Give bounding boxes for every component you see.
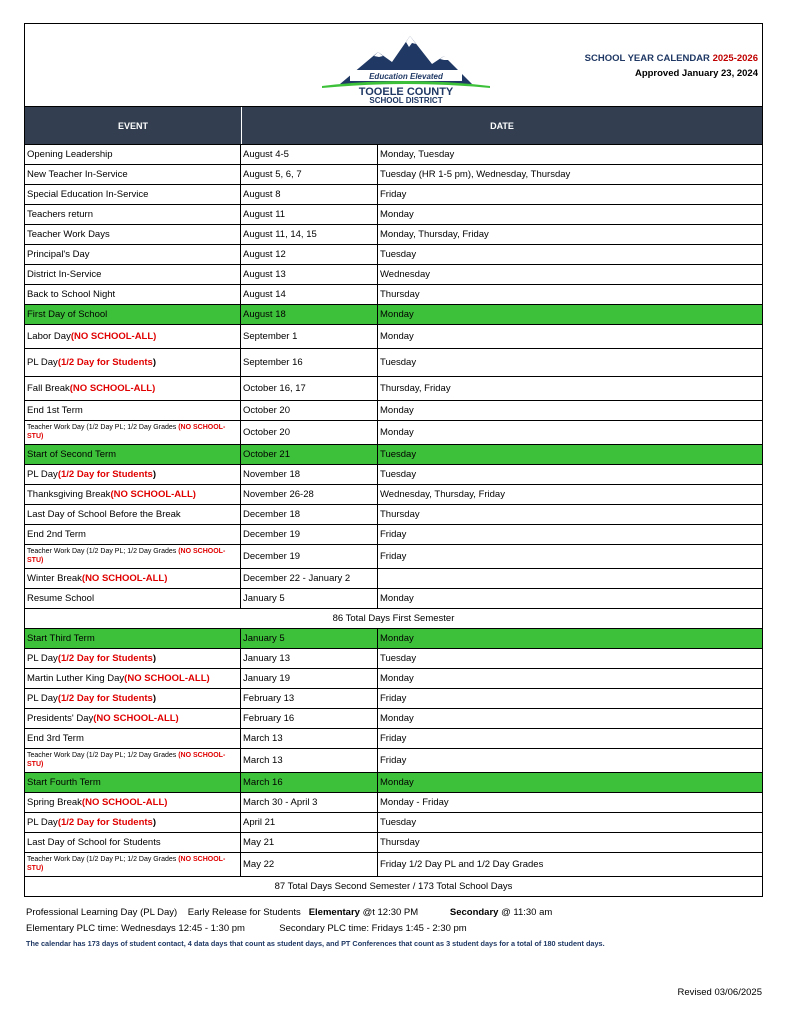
- table-row: [25, 649, 762, 669]
- event-text: Teacher Work Days: [27, 229, 110, 240]
- table-row: [25, 305, 762, 325]
- table-row: [25, 569, 762, 589]
- event-cell: [25, 629, 241, 648]
- event-note: (NO SCHOOL-ALL): [110, 489, 196, 500]
- day-cell: Monday: [380, 427, 414, 438]
- column-header-event: EVENT: [25, 107, 242, 144]
- date-cell: January 13: [241, 649, 378, 668]
- table-row: [25, 485, 762, 505]
- event-text: Thanksgiving Break: [27, 489, 111, 500]
- day-cell: Tuesday: [380, 469, 417, 480]
- date-cell: December 18: [241, 505, 378, 524]
- event-text: PL Day: [27, 357, 58, 368]
- date-cell: March 13: [241, 729, 378, 748]
- event-tail: ): [152, 469, 157, 480]
- date-cell: August 11, 14, 15: [241, 225, 378, 244]
- date-cell: December 19: [241, 525, 378, 544]
- table-row: [25, 445, 762, 465]
- event-cell: [25, 749, 241, 772]
- day-cell: Friday: [380, 755, 407, 766]
- date-cell: August 11: [241, 205, 378, 224]
- calendar-sheet: [24, 23, 763, 897]
- table-row: [25, 265, 762, 285]
- event-text: Spring Break: [27, 797, 82, 808]
- table-row: [25, 629, 762, 649]
- date-cell: September 1: [241, 325, 378, 348]
- event-text: Opening Leadership: [27, 149, 113, 160]
- event-text: Winter Break: [27, 573, 82, 584]
- table-row: [25, 377, 762, 401]
- day-cell: Thursday: [380, 289, 420, 300]
- event-cell: [25, 285, 241, 304]
- table-row: [25, 401, 762, 421]
- table-row: [25, 773, 762, 793]
- date-cell: April 21: [241, 813, 378, 832]
- date-cell: February 16: [241, 709, 378, 728]
- date-cell: August 14: [241, 285, 378, 304]
- day-cell: Monday: [380, 309, 414, 320]
- calendar-year: 2025-2026: [712, 53, 758, 64]
- table-row: [25, 729, 762, 749]
- table-row: [25, 225, 762, 245]
- date-cell: October 20: [241, 421, 378, 444]
- event-tail: ): [152, 653, 157, 664]
- date-cell: November 18: [241, 465, 378, 484]
- event-text: Martin Luther King Day: [27, 673, 125, 684]
- calendar-rows-first-semester: [25, 145, 762, 609]
- day-cell: Monday: [380, 777, 414, 788]
- event-cell: [25, 649, 241, 668]
- event-note: (1/2 Day for Students: [57, 653, 153, 664]
- event-cell: [25, 689, 241, 708]
- revised-date: Revised 03/06/2025: [677, 987, 762, 998]
- day-cell: Friday: [380, 529, 407, 540]
- fine-print: The calendar has 173 days of student contact, 4 data days that count as student days, and PT Conferences that count as 3 student days for a total of 180 student days.: [26, 939, 605, 948]
- event-cell: [25, 225, 241, 244]
- event-note: (1/2 Day for Students: [57, 693, 153, 704]
- event-cell: [25, 325, 241, 348]
- day-cell: Friday: [380, 189, 407, 200]
- event-text: Last Day of School Before the Break: [27, 509, 181, 520]
- event-text: PL Day: [27, 817, 58, 828]
- date-cell: October 21: [241, 445, 378, 464]
- table-row: [25, 833, 762, 853]
- date-cell: August 8: [241, 185, 378, 204]
- event-text: PL Day: [27, 693, 58, 704]
- event-cell: [25, 245, 241, 264]
- day-cell: Thursday, Friday: [380, 383, 451, 394]
- date-cell: November 26-28: [241, 485, 378, 504]
- secondary-time: @ 11:30 am: [501, 907, 553, 918]
- date-cell: December 22 - January 2: [241, 569, 378, 588]
- table-row: [25, 669, 762, 689]
- event-note: (1/2 Day for Students: [57, 817, 153, 828]
- event-note: (NO SCHOOL-STU): [27, 548, 226, 564]
- date-cell: May 21: [241, 833, 378, 852]
- event-note: (NO SCHOOL-ALL): [70, 331, 157, 342]
- second-semester-total: 87 Total Days Second Semester / 173 Total School Days: [274, 881, 513, 892]
- event-note: (NO SCHOOL-ALL): [69, 383, 156, 394]
- table-row: [25, 853, 762, 877]
- event-cell: [25, 525, 241, 544]
- event-text: Principal's Day: [27, 249, 90, 260]
- day-cell: Monday: [380, 713, 414, 724]
- day-cell: Friday: [380, 551, 407, 562]
- event-tail: ): [152, 817, 157, 828]
- event-text: New Teacher In-Service: [27, 169, 128, 180]
- day-cell: Tuesday: [380, 449, 417, 460]
- date-cell: March 13: [241, 749, 378, 772]
- elementary-label: Elementary: [308, 907, 360, 918]
- event-cell: [25, 465, 241, 484]
- logo-name-line2: SCHOOL DISTRICT: [369, 96, 443, 104]
- event-cell: [25, 265, 241, 284]
- event-text: Back to School Night: [27, 289, 116, 300]
- day-cell: Monday: [380, 405, 414, 416]
- elementary-time: @t 12:30 PM: [362, 907, 419, 918]
- date-cell: January 19: [241, 669, 378, 688]
- table-row: [25, 545, 762, 569]
- day-cell: Monday: [380, 209, 414, 220]
- day-cell: Monday, Tuesday: [380, 149, 455, 160]
- event-text: End 3rd Term: [27, 733, 84, 744]
- early-release-label: Early Release for Students: [187, 907, 301, 918]
- event-cell: [25, 445, 241, 464]
- day-cell: Monday: [380, 633, 414, 644]
- event-cell: [25, 833, 241, 852]
- date-cell: March 30 - April 3: [241, 793, 378, 812]
- table-row: [25, 185, 762, 205]
- calendar-rows-second-semester: [25, 629, 762, 877]
- table-row: [25, 465, 762, 485]
- event-cell: [25, 165, 241, 184]
- day-cell: Thursday: [380, 837, 420, 848]
- calendar-title-text: SCHOOL YEAR CALENDAR: [584, 53, 710, 64]
- table-row: [25, 689, 762, 709]
- logo-name-line1: TOOELE COUNTY: [358, 86, 454, 98]
- event-text: District In-Service: [27, 269, 102, 280]
- event-cell: [25, 205, 241, 224]
- day-cell: Thursday: [380, 509, 420, 520]
- date-cell: August 4-5: [241, 145, 378, 164]
- event-cell: [25, 813, 241, 832]
- table-row: [25, 421, 762, 445]
- event-text: End 2nd Term: [27, 529, 86, 540]
- date-cell: August 5, 6, 7: [241, 165, 378, 184]
- event-cell: [25, 421, 241, 444]
- event-text: Special Education In-Service: [27, 189, 149, 200]
- day-cell: Tuesday: [380, 357, 417, 368]
- event-text: Last Day of School for Students: [27, 837, 161, 848]
- date-cell: December 19: [241, 545, 378, 568]
- elementary-plc: Elementary PLC time: Wednesdays 12:45 - 1:30 pm: [26, 923, 245, 934]
- day-cell: Monday: [380, 331, 414, 342]
- date-cell: February 13: [241, 689, 378, 708]
- event-cell: [25, 145, 241, 164]
- table-row: [25, 349, 762, 377]
- plc-time-line: [26, 921, 605, 937]
- day-cell: Friday: [380, 693, 407, 704]
- table-row: [25, 205, 762, 225]
- day-cell: Tuesday: [380, 653, 417, 664]
- event-cell: [25, 545, 241, 568]
- event-cell: [25, 853, 241, 876]
- event-cell: [25, 729, 241, 748]
- secondary-plc: Secondary PLC time: Fridays 1:45 - 2:30 pm: [279, 923, 467, 934]
- date-cell: October 20: [241, 401, 378, 420]
- event-text: Teacher Work Day (1/2 Day PL; 1/2 Day Grades: [27, 424, 179, 431]
- secondary-label: Secondary: [449, 907, 499, 918]
- event-text: Teacher Work Day (1/2 Day PL; 1/2 Day Grades: [27, 548, 179, 555]
- table-row: [25, 325, 762, 349]
- event-note: (NO SCHOOL-STU): [27, 424, 226, 440]
- table-row: [25, 749, 762, 773]
- event-text: First Day of School: [27, 309, 108, 320]
- event-text: End 1st Term: [27, 405, 83, 416]
- date-cell: September 16: [241, 349, 378, 376]
- event-text: Teacher Work Day (1/2 Day PL; 1/2 Day Grades: [27, 856, 179, 863]
- event-text: Teacher Work Day (1/2 Day PL; 1/2 Day Grades: [27, 752, 179, 759]
- day-cell: [378, 569, 762, 588]
- day-cell: Monday, Thursday, Friday: [380, 229, 489, 240]
- table-row: [25, 709, 762, 729]
- event-text: Start Third Term: [27, 633, 95, 644]
- date-cell: May 22: [241, 853, 378, 876]
- early-release-line: [26, 905, 605, 921]
- day-cell: Monday: [380, 673, 414, 684]
- date-cell: January 5: [241, 589, 378, 608]
- event-text: Presidents' Day: [27, 713, 94, 724]
- event-tail: ): [152, 693, 157, 704]
- event-note: (NO SCHOOL-ALL): [81, 797, 168, 808]
- event-note: (NO SCHOOL-ALL): [81, 573, 168, 584]
- event-text: Resume School: [27, 593, 95, 604]
- date-cell: August 12: [241, 245, 378, 264]
- date-cell: March 16: [241, 773, 378, 792]
- event-tail: ): [152, 357, 157, 368]
- event-cell: [25, 349, 241, 376]
- event-cell: [25, 305, 241, 324]
- event-cell: [25, 185, 241, 204]
- table-row: [25, 589, 762, 609]
- event-cell: [25, 505, 241, 524]
- table-row: [25, 505, 762, 525]
- event-text: Fall Break: [27, 383, 70, 394]
- calendar-title: [585, 53, 758, 64]
- event-cell: [25, 377, 241, 400]
- event-note: (1/2 Day for Students: [57, 357, 153, 368]
- table-row: [25, 525, 762, 545]
- event-note: (NO SCHOOL-ALL): [124, 673, 210, 684]
- table-row: [25, 245, 762, 265]
- date-cell: August 18: [241, 305, 378, 324]
- first-semester-total: 86 Total Days First Semester: [25, 609, 762, 629]
- day-cell: Tuesday: [380, 817, 417, 828]
- district-logo: [320, 30, 492, 104]
- event-cell: [25, 485, 241, 504]
- day-cell: Tuesday (HR 1-5 pm), Wednesday, Thursday: [380, 169, 571, 180]
- event-text: Teachers return: [27, 209, 94, 220]
- event-note: (NO SCHOOL-ALL): [93, 713, 179, 724]
- day-cell: Wednesday, Thursday, Friday: [380, 489, 505, 500]
- event-cell: [25, 589, 241, 608]
- event-cell: [25, 793, 241, 812]
- day-cell: Monday: [380, 593, 414, 604]
- day-cell: Tuesday: [380, 249, 417, 260]
- date-cell: October 16, 17: [241, 377, 378, 400]
- table-row: [25, 285, 762, 305]
- event-note: (NO SCHOOL-STU): [27, 856, 226, 872]
- date-cell: August 13: [241, 265, 378, 284]
- event-cell: [25, 709, 241, 728]
- table-row: [25, 145, 762, 165]
- table-row: [25, 165, 762, 185]
- day-cell: Friday 1/2 Day PL and 1/2 Day Grades: [380, 859, 544, 870]
- logo-tagline: Education Elevated: [369, 72, 443, 81]
- date-cell: January 5: [241, 629, 378, 648]
- event-note: (NO SCHOOL-STU): [27, 752, 226, 768]
- event-cell: [25, 773, 241, 792]
- approved-date: Approved January 23, 2024: [634, 68, 758, 79]
- event-text: Start of Second Term: [27, 449, 117, 460]
- event-cell: [25, 669, 241, 688]
- event-note: (1/2 Day for Students: [57, 469, 153, 480]
- event-text: Labor Day: [27, 331, 71, 342]
- column-header-date: DATE: [490, 120, 514, 131]
- event-cell: [25, 401, 241, 420]
- calendar-header: [25, 24, 762, 107]
- day-cell: Monday - Friday: [380, 797, 449, 808]
- event-text: PL Day: [27, 653, 58, 664]
- table-row: [25, 813, 762, 833]
- table-row: [25, 793, 762, 813]
- table-header: [25, 107, 762, 145]
- event-cell: [25, 569, 241, 588]
- footer-notes: [26, 905, 605, 948]
- event-text: PL Day: [27, 469, 58, 480]
- pl-day-label: Professional Learning Day (PL Day): [26, 907, 178, 918]
- day-cell: Friday: [380, 733, 407, 744]
- event-text: Start Fourth Term: [27, 777, 101, 788]
- day-cell: Wednesday: [380, 269, 430, 280]
